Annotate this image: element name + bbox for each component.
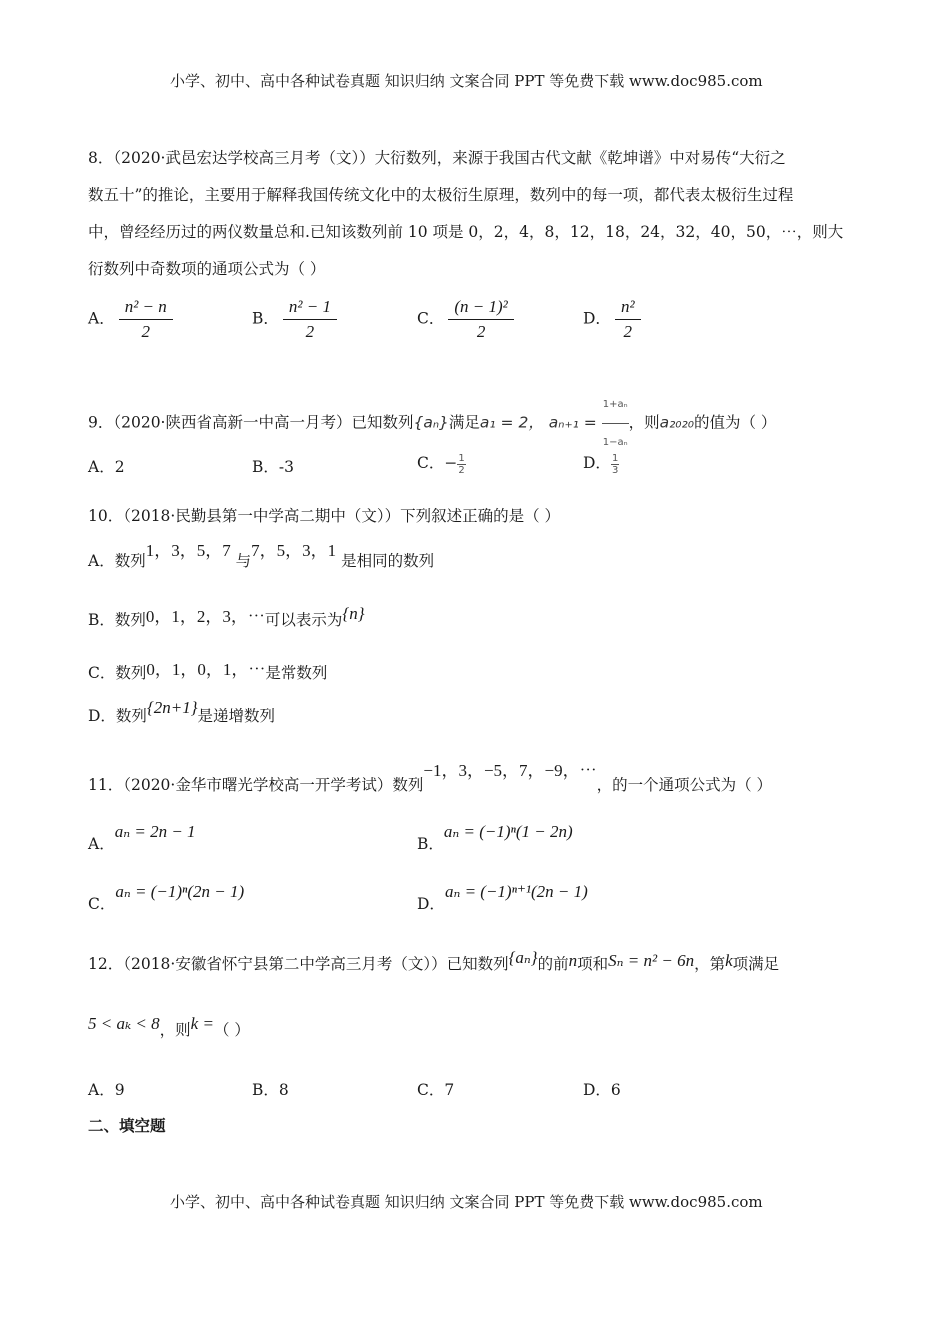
section-heading: 二、填空题 — [88, 1116, 166, 1135]
q8-line-3: 中，曾经经历过的两仪数量总和.已知该数列前 10 项是 0，2，4，8，12，18，24，32，40，50，⋯，则大 — [88, 223, 844, 241]
q10-option-c[interactable]: C．数列0，1，0，1，⋯是常数列 — [88, 660, 328, 682]
question-12: 12．（2018·安徽省怀宁县第二中学高三月考（文））已知数列{aₙ}的前n项和Sₙ = n² − 6n，第k项满足 — [88, 948, 780, 973]
q8-line-4: 衍数列中奇数项的通项公式为（ ） — [88, 260, 326, 278]
q9-option-b[interactable]: B．-3 — [252, 458, 294, 476]
q12-sum-formula: Sₙ = n² − 6n — [608, 951, 695, 970]
q8-option-d[interactable]: D． $\frac{\text{n²}}{2}$ — [583, 297, 645, 342]
q9-target-term: a₂₀₂₀ — [659, 413, 694, 432]
q11-option-b-formula: aₙ = (−1)ⁿ(1 − 2n) — [443, 822, 573, 841]
q9-option-c[interactable]: C．− $\frac{1}{2}$ — [417, 452, 465, 476]
q11-option-a[interactable]: A．aₙ = 2n − 1 — [88, 822, 196, 853]
q10-option-b-seq: 0，1，2，3，⋯ — [145, 607, 265, 626]
question-9: 9．（2020·陕西省高新一中高一月考）已知数列{aₙ}满足a₁ = 2， aₙ₊₁ = $\frac{\text{1+aₙ}}{\text{1−aₙ}}$，则a₂₀₂₀的值为（ ） — [88, 386, 858, 461]
q9-option-d-fraction: $\frac{1}{3}$ — [611, 452, 619, 476]
q10-option-d[interactable]: D．数列{2n+1}是递增数列 — [88, 698, 276, 725]
q11-option-d[interactable]: D．aₙ = (−1)ⁿ⁺¹(2n − 1) — [417, 882, 588, 913]
q10-option-c-seq: 0，1，0，1，⋯ — [146, 660, 266, 679]
q11-sequence: −1，3，−5，7，−9，⋯ — [423, 761, 597, 780]
q12-k: k — [725, 951, 733, 970]
q9-option-a[interactable]: A．2 — [88, 458, 125, 476]
q8-option-c[interactable]: C． $\frac{\text{(n − 1)²}}{2}$ — [417, 297, 518, 342]
question-10: 10．（2018·民勤县第一中学高二期中（文））下列叙述正确的是（ ） — [88, 507, 561, 525]
q12-option-d[interactable]: D．6 — [583, 1081, 621, 1099]
q10-option-a-seq2: 7，5，3，1 — [251, 541, 337, 560]
q11-option-c[interactable]: C．aₙ = (−1)ⁿ(2n − 1) — [88, 882, 245, 913]
q9-recurrence-lhs: aₙ₊₁ = — [548, 413, 597, 432]
q10-option-d-set: {2n+1} — [146, 698, 198, 717]
q10-option-b[interactable]: B．数列0，1，2，3，⋯可以表示为{n} — [88, 604, 365, 629]
q12-n: n — [568, 951, 578, 970]
q12-inequality: 5 < aₖ < 8 — [88, 1014, 160, 1033]
q11-option-a-formula: aₙ = 2n − 1 — [114, 822, 196, 841]
q8-line-2: 数五十”的推论，主要用于解释我国传统文化中的太极衍生原理，数列中的每一项，都代表太极衍生过程 — [88, 186, 794, 204]
q8-option-b-fraction: $\frac{\text{n² − 1}}{2}$ — [283, 297, 337, 342]
q12-option-a[interactable]: A．9 — [88, 1081, 125, 1099]
q9-sequence: {aₙ} — [413, 413, 449, 432]
q9-option-c-fraction: $\frac{1}{2}$ — [458, 452, 465, 476]
q8-option-d-fraction: $\frac{\text{n²}}{2}$ — [615, 297, 641, 342]
q11-option-b[interactable]: B．aₙ = (−1)ⁿ(1 − 2n) — [417, 822, 573, 853]
q8-option-a[interactable]: A． $\frac{\text{n² − n}}{2}$ — [88, 297, 177, 342]
q8-line-1: 8．（2020·武邑宏达学校高三月考（文））大衍数列，来源于我国古代文献《乾坤谱》中对易传“大衍之 — [88, 149, 786, 167]
q12-option-c[interactable]: C．7 — [417, 1081, 455, 1099]
q11-option-c-formula: aₙ = (−1)ⁿ(2n − 1) — [115, 882, 245, 901]
q12-option-b[interactable]: B．8 — [252, 1081, 289, 1099]
q12-condition: 5 < aₖ < 8，则k =（ ） — [88, 1014, 250, 1039]
question-11: 11．（2020·金华市曙光学校高一开学考试）数列−1，3，−5，7，−9，⋯，的一个通项公式为（ ） — [88, 761, 773, 794]
page-header: 小学、初中、高中各种试卷真题 知识归纳 文案合同 PPT 等免费下载 www.doc985.com — [170, 72, 763, 90]
q12-sequence: {aₙ} — [508, 948, 538, 967]
page-footer: 小学、初中、高中各种试卷真题 知识归纳 文案合同 PPT 等免费下载 www.doc985.com — [170, 1193, 763, 1211]
q10-option-a[interactable]: A．数列1，3，5，7 与7，5，3，1 是相同的数列 — [88, 541, 435, 570]
q8-option-a-fraction: $\frac{\text{n² − n}}{2}$ — [119, 297, 173, 342]
q9-initial-term: a₁ = 2， — [479, 413, 544, 432]
q8-option-c-fraction: $\frac{\text{(n − 1)²}}{2}$ — [448, 297, 513, 342]
q12-k-equals: k = — [190, 1014, 214, 1033]
q8-option-b[interactable]: B． $\frac{\text{n² − 1}}{2}$ — [252, 297, 341, 342]
q11-option-d-formula: aₙ = (−1)ⁿ⁺¹(2n − 1) — [444, 882, 588, 901]
q9-recurrence-fraction: $\frac{\text{1+aₙ}}{\text{1−aₙ}}$ — [602, 386, 629, 461]
q9-option-d[interactable]: D． $\frac{1}{3}$ — [583, 452, 619, 476]
q10-option-a-seq1: 1，3，5，7 — [145, 541, 231, 560]
q10-option-b-set: {n} — [342, 604, 365, 623]
question-8 — [88, 140, 858, 288]
